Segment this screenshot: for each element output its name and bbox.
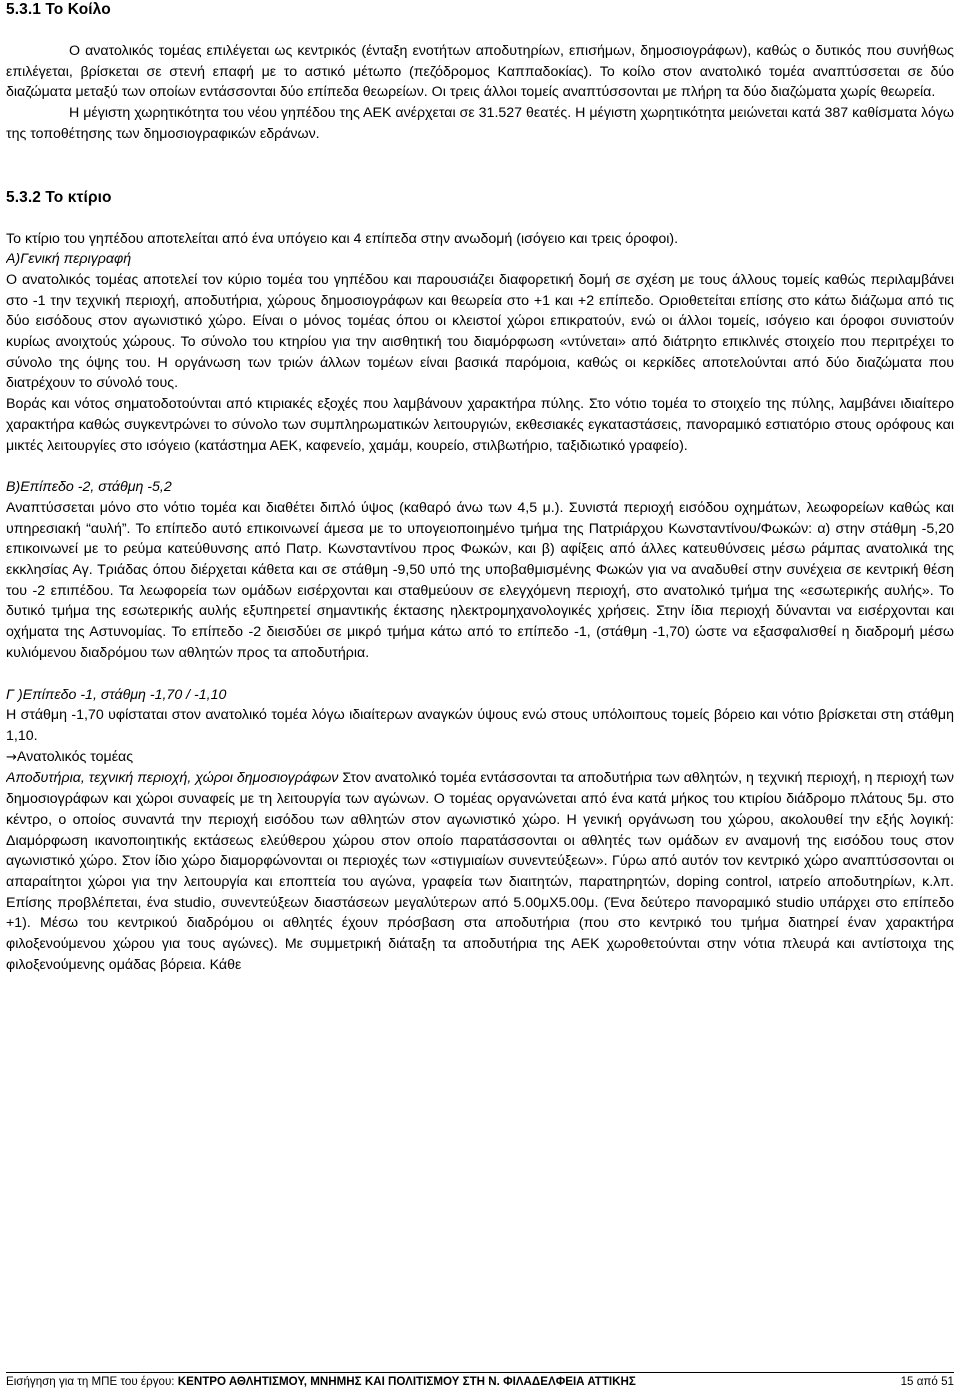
lead-italic-text: Αποδυτήρια, τεχνική περιοχή, χώροι δημοσιογράφων [6, 770, 339, 787]
page-footer [6, 1372, 954, 1392]
paragraph: Βοράς και νότος σηματοδοτούνται από κτιριακές εξοχές που λαμβάνουν χαρακτήρα πύλης. Στο νότιο τομέα το στοιχείο της πύλης, λαμβάνει ιδιαίτερο χαρακτήρα καθώς συγκεντρώνει το σύνολο των συμπληρωματικών λειτουργιών, εκθεσιακές εγκαταστάσεις, πανοραμικό εστιατόριο στους ορόφους και μικτές λειτουργίες στο ισόγειο (κατάστημα ΑΕΚ, καφενείο, χαμάμ, κουρείο, στιλβωτήριο, ταξιδιωτικό γραφείο). [6, 396, 954, 454]
section-heading-koilo: 5.3.1 Το Κοίλο [6, 1, 111, 18]
footer-project-title: ΚΕΝΤΡΟ ΑΘΛΗΤΙΣΜΟΥ, ΜΝΗΜΗΣ ΚΑΙ ΠΟΛΙΤΙΣΜΟΥ ΣΤΗ Ν. ΦΙΛΑΔΕΛΦΕΙΑ ΑΤΤΙΚΗΣ [177, 1375, 636, 1388]
paragraph: Αναπτύσσεται μόνο στο νότιο τομέα και διαθέτει διπλό ύψος (καθαρό άνω των 4,5 μ.). Συνιστά περιοχή εισόδου οχημάτων, λεωφορείων καθώς και υπηρεσιακή “αυλή”. Το επίπεδο αυτό επικοινωνεί άμεσα με το υπογειοποιημένο τμήμα της Πατριάρχου Κωνσταντίνου/Φωκών: α) στην στάθμη -5,20 επικοινωνεί με το ρεύμα κατεύθυνσης από Πατρ. Κωνσταντίνου προς Φωκών, και β) αφίξεις από άλλες κατευθύνσεις μέσω ράμπας ανατολικά της εκκλησίας Αγ. Τριάδας όπου διέρχεται κάθετα και σε στάθμη -9,50 υπό της υποβαθμισμένης Φωκών για να αναδυθεί στην συνέχεια σε κεντρική θέση του -2 επιπέδου. Τα λεωφορεία των ομάδων εισέρχονται και σταθμεύουν σε ελεγχόμενη περιοχή, στο ανατολικό τμήμα της «εσωτερικής αυλής». Το δυτικό τμήμα της εσωτερικής αυλής εξυπηρετεί σημαντικής έκτασης ηλεκτρομηχανολογικές χρήσεις. Στην ίδια περιοχή δύνανται να εισέρχονται και οχήματα της Αστυνομίας. Το επίπεδο -2 διεισδύει σε μικρό τμήμα κάτω από το επίπεδο -1, (στάθμη -1,70) ώστε να εξασφαλισθεί η διαδρομή μέσω κυλιόμενου διαδρόμου των αθλητών προς τα αποδυτήρια. [6, 499, 954, 661]
page-number: 15 από 51 [900, 1375, 954, 1388]
subheading-level-minus-1: Γ )Επίπεδο -1, στάθμη -1,70 / -1,10 [6, 686, 227, 703]
arrow-right-icon: → [6, 749, 17, 765]
footer-prefix: Εισήγηση για τη ΜΠΕ του έργου: [6, 1375, 178, 1388]
section-heading-ktirio: 5.3.2 Το κτίριο [6, 188, 112, 206]
paragraph: Ο ανατολικός τομέας αποτελεί τον κύριο τομέα του γηπέδου και παρουσιάζει διαφορετική δομή σε σχέση με τους άλλους τομείς καθώς περιλαμβάνει στο -1 την τεχνική περιοχή, αποδυτήρια, χώρους δημοσιογράφων και θεωρεία στο +1 και +2 επίπεδο. Οριοθετείται επίσης στο κάτω διάζωμα από τις δύο εισόδους στον αγωνιστικό χώρο. Είναι ο μόνος τομέας όπου οι κλειστοί χώροι επικρατούν, ενώ οι άλλοι τομείς, ισόγειο και όροφοι συνιστούν κυρίως ανοιχτούς χώρους. Το σύνολο του κτηρίου για την αισθητική του διαμόρφωση «ντύνεται» από διάτρητο επικλινές στοιχείο που περιτρέχει το σύνολο της όψης του. Η οργάνωση των τριών άλλων τομέων είναι βασικά παρόμοια, καθώς οι κερκίδες αποτελούνται από δύο διαζώματα που διατρέχουν το σύνολό τους. [6, 271, 954, 392]
document-page [6, 0, 954, 1372]
footer-text [6, 1373, 636, 1392]
paragraph-body: Στον ανατολικό τομέα εντάσσονται τα αποδυτήρια των αθλητών, η τεχνική περιοχή, η περιοχή των δημοσιογράφων και χώροι συναφείς με τη λειτουργία των αγώνων. Ο τομέας οργανώνεται από ένα κατά μήκος του κτιρίου διάδρομο πλάτους 5μ. στο κέντρο, ο οποίος συναντά την περιοχή εισόδου των αθλητών στον αγωνιστικό χώρο. Η γενική οργάνωση του χώρου, ακολουθεί την εξής λογική: Διαμόρφωση ικανοποιητικής εκτάσεως ελεύθερου χώρου στον οποίο παρατάσσονται οι αθλητές των ομάδων εν αναμονή της εισόδου τους στον αγωνιστικό χώρο. Στον ίδιο χώρο διαμορφώνονται οι περιοχές των «στιγμιαίων συνεντεύξεων». Γύρω από αυτόν τον κεντρικό χώρο αναπτύσσονται οι απαραίτητοι χώροι για την λειτουργία και εποπτεία του αγώνα, γραφεία των διαιτητών, παρατηρητών, doping control, ιατρείο αποδυτηρίων, κ.λπ. Επίσης προβλέπεται, ένα studio, συνεντεύξεων διαστάσεων μεγαλύτερων από 5.00μΧ5.00μ. (Ένα δεύτερο πανοραμικό studio υπάρχει στο επίπεδο +1). Μέσω του κεντρικού διαδρόμου οι αθλητές έχουν πρόσβαση στα αποδυτήρια (που στο κεντρικό του τμήμα διατηρεί έναν χαρακτήρα φιλοξενούμενου χώρου για τους αγώνες). Με συμμετρική διάταξη τα αποδυτήρια της ΑΕΚ χωροθετούνται στην νότια πλευρά και αντίστοιχα της φιλοξενούμενης ομάδας βόρεια. Κάθε [6, 770, 954, 973]
paragraph [6, 768, 954, 975]
paragraph: Η μέγιστη χωρητικότητα του νέου γηπέδου της ΑΕΚ ανέρχεται σε 31.527 θεατές. Η μέγιστη χωρητικότητα μειώνεται κατά 387 καθίσματα λόγω της τοποθέτησης των δημοσιογραφικών εδράνων. [6, 105, 954, 142]
paragraph: Ο ανατολικός τομέας επιλέγεται ως κεντρικός (ένταξη ενοτήτων αποδυτηρίων, επισήμων, δημοσιογράφων), καθώς ο δυτικός που συνήθως επιλέγεται, βρίσκεται σε στενή επαφή με το αστικό μέτωπο (πεζόδρομος Καππαδοκίας). Το κοίλο στον ανατολικό τομέα αναπτύσσεται σε δύο διαζώματα μεταξύ των οποίων εντάσσονται δύο επίπεδα θεωρείων. Οι τρεις άλλοι τομείς αναπτύσσονται με πλήρη τα δύο διαζώματα χωρίς θεωρεία. [6, 43, 954, 101]
subheading-level-minus-2: Β)Επίπεδο -2, στάθμη -5,2 [6, 479, 172, 496]
arrow-item-label: Ανατολικός τομέας [16, 748, 134, 765]
arrow-list-item [6, 747, 954, 769]
paragraph: Η στάθμη -1,70 υφίσταται στον ανατολικό τομέα λόγω ιδιαίτερων αναγκών ύψους ενώ στους υπόλοιπους τομείς βόρειο και νότιο βρίσκεται στη στάθμη 1,10. [6, 707, 954, 744]
subheading-general-description: Α)Γενική περιγραφή [6, 251, 132, 268]
paragraph: Το κτίριο του γηπέδου αποτελείται από ένα υπόγειο και 4 επίπεδα στην ανωδομή (ισόγειο και τρεις όροφοι). [6, 230, 679, 247]
